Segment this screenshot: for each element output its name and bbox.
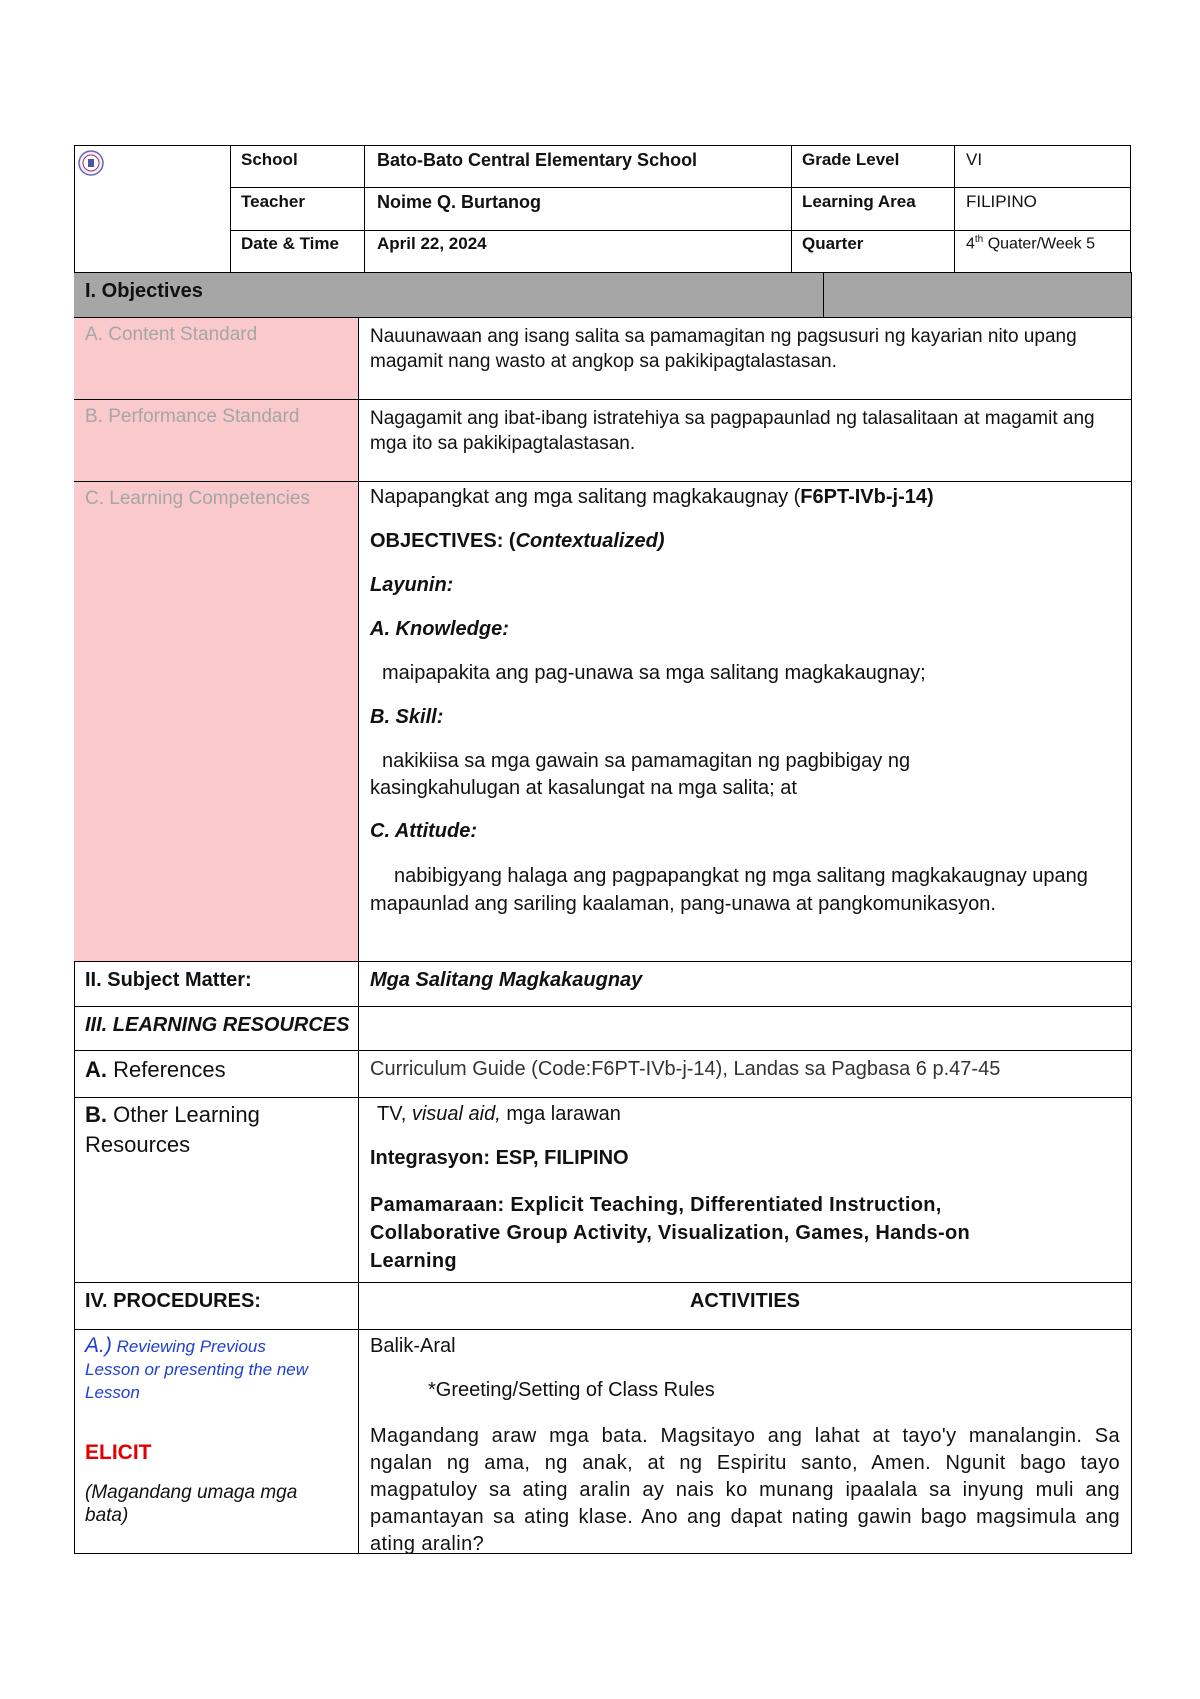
procedure-a-title: A.) Reviewing Previous — [85, 1334, 266, 1357]
procedures-row — [74, 1283, 1131, 1330]
other-resources-row — [74, 1098, 1131, 1283]
references-row — [74, 1051, 1131, 1098]
methods-text: Pamamaraan: Explicit Teaching, Differentiated Instruction, Collaborative Group Activity, Visualization, Games, Hands-on Learning — [370, 1194, 970, 1272]
date-label: Date & Time — [241, 234, 339, 253]
procedure-a-title-line2: Lesson or presenting the new — [85, 1360, 309, 1379]
skill-label: B. Skill: — [370, 706, 444, 728]
grade-level-label: Grade Level — [802, 150, 900, 169]
grade-level-value: VI — [966, 150, 983, 169]
integration-text: Integrasyon: ESP, FILIPINO — [370, 1147, 629, 1169]
subject-matter-label: II. Subject Matter: — [85, 969, 252, 991]
competency-text: Napapangkat ang mga salitang magkakaugnay (F6PT-IVb-j-14) — [370, 486, 934, 508]
school-label: School — [241, 150, 298, 169]
quarter-label: Quarter — [802, 234, 864, 253]
procedure-a-left — [74, 1334, 358, 1527]
learning-area-value: FILIPINO — [966, 192, 1037, 211]
knowledge-label: A. Knowledge: — [370, 618, 509, 640]
objectives-row — [74, 273, 1131, 318]
objectives-title: I. Objectives — [85, 280, 203, 302]
learning-competencies-row — [74, 482, 1131, 962]
date-value: April 22, 2024 — [377, 234, 487, 253]
attitude-text: nabibigyang halaga ang pagpapangkat ng mga salitang magkakaugnay upang mapaunlad ang sariling kaalaman, pang-unawa at pangkomunikasyon. — [370, 865, 1088, 915]
other-resources-label: B. Other Learning Resources — [85, 1102, 260, 1157]
procedures-label: IV. PROCEDURES: — [85, 1290, 261, 1312]
class-rules-text: *Greeting/Setting of Class Rules — [428, 1379, 715, 1401]
knowledge-text: maipapakita ang pag-unawa sa mga salitang magkakaugnay; — [382, 662, 926, 684]
references-label: A. References — [85, 1057, 226, 1082]
subject-matter-row — [74, 962, 1131, 1007]
subject-matter-value: Mga Salitang Magkakaugnay — [370, 969, 643, 991]
teacher-value: Noime Q. Burtanog — [377, 192, 542, 212]
procedure-a-title-line3: Lesson — [85, 1383, 140, 1402]
greeting-note: (Magandang umaga mga bata) — [85, 1482, 298, 1526]
balik-aral-text: Balik-Aral — [370, 1335, 456, 1357]
performance-standard-row — [74, 400, 1131, 482]
procedure-a-row — [74, 1330, 1131, 1554]
elicit-label: ELICIT — [85, 1441, 152, 1464]
quarter-value: 4th Quater/Week 5 — [966, 234, 1096, 253]
procedure-a-right — [359, 1330, 1131, 1553]
skill-text: nakikiisa sa mga gawain sa pamamagitan ng pagbibigay ng kasingkahulugan at kasalungat na mga salita; at — [370, 750, 911, 799]
performance-standard-label: B. Performance Standard — [85, 406, 300, 427]
learning-resources-row — [74, 1007, 1131, 1051]
other-resources-text: TV, visual aid, mga larawan — [377, 1103, 621, 1125]
content-standard-row — [74, 318, 1131, 400]
learning-resources-title: III. LEARNING RESOURCES — [85, 1014, 350, 1036]
greeting-paragraph: Magandang araw mga bata. Magsitayo ang lahat at tayo'y manalangin. Sa ngalan ng ama, ng anak, at ng Espiritu santo, Amen. Ngunit bago tayo magpatuloy sa ating aralin ay nais ko munang ipaalala sa inyung muli ang pamantayan sa ating klase. Ano ang dapat nating gawin bago magsimula ang ating aralin? — [370, 1425, 1120, 1555]
activities-label: ACTIVITIES — [689, 1290, 800, 1312]
teacher-label: Teacher — [241, 192, 305, 211]
content-standard-text: Nauunawaan ang isang salita sa pamamagitan ng pagsusuri ng kayarian nito upang magamit nang wasto at angkop sa pakikipagtalastasan. — [370, 326, 1077, 372]
references-text: Curriculum Guide (Code:F6PT-IVb-j-14), Landas sa Pagbasa 6 p.47-45 — [370, 1058, 1001, 1080]
learning-competencies-label: C. Learning Competencies — [85, 488, 310, 509]
other-resources-content — [359, 1098, 1131, 1282]
attitude-label: C. Attitude: — [370, 820, 478, 842]
school-value: Bato-Bato Central Elementary School — [377, 150, 698, 170]
content-standard-label: A. Content Standard — [85, 324, 258, 345]
learning-area-label: Learning Area — [802, 192, 916, 211]
objectives-heading: OBJECTIVES: (Contextualized) — [370, 530, 665, 552]
performance-standard-text: Nagagamit ang ibat-ibang istratehiya sa pagpapaunlad ng talasalitaan at magamit ang mga ito sa pakikipagtalastasan. — [370, 408, 1095, 454]
layunin-label: Layunin: — [370, 574, 454, 596]
deped-seal-icon — [78, 150, 104, 176]
